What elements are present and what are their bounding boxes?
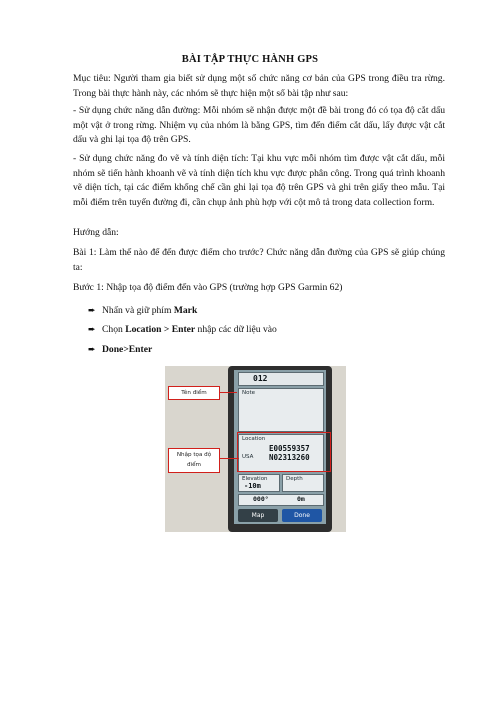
callout-leader-line — [219, 392, 237, 393]
step1-paragraph: Bước 1: Nhập tọa độ điểm đến vào GPS (trường hợp GPS Garmin 62) — [73, 282, 343, 293]
location-field: Location E00559357 USA N02313260 — [238, 434, 324, 472]
gps-figure — [165, 366, 346, 532]
lesson1-paragraph: Bài 1: Làm thế nào để đến được điểm cho trước? Chức năng dẫn đường của GPS sẽ giúp chúng ta: — [73, 247, 445, 273]
done-button[interactable]: Done — [282, 509, 322, 522]
callout-leader-line — [219, 458, 239, 459]
elevation-field: Elevation -10m — [238, 474, 280, 492]
objective-paragraph: Mục tiêu: Người tham gia biết sử dụng một số chức năng cơ bản của GPS trong điều tra rừng. Trong bài thực hành này, các nhóm sẽ thực hiện một số bài tập như sau: — [73, 73, 445, 99]
note-field: Note — [238, 388, 324, 432]
depth-field: Depth — [282, 474, 324, 492]
bullet-item: ➨ Nhấn và giữ phím Mark — [88, 305, 198, 316]
task2-paragraph: - Sử dụng chức năng đo vẽ và tính diện tích: Tại khu vực mỗi nhóm tìm được vật cắt dấu, mỗi nhóm sẽ tiến hành khoanh vẽ và tính diện tích khu vực được phân công. Trong quá trình khoanh vẽ diện tích, tại các điểm khống chế cần ghi lại tọa độ trên GPS và ghi trên giấy theo mẫu. Tại mỗi điểm trên tuyến đường đi, cần chụp ảnh phù hợp với cột mô tả trong data collection form. — [73, 153, 445, 208]
bullet-item: ➨ Chọn Location > Enter nhập các dữ liệu vào — [88, 324, 277, 335]
arrow-bullet-icon: ➨ — [88, 324, 96, 334]
arrow-bullet-icon: ➨ — [88, 344, 96, 354]
coordinate-highlight-box — [237, 432, 331, 472]
name-field: 012 — [238, 372, 324, 386]
heading-row: 000° 0m — [238, 494, 324, 506]
arrow-bullet-icon: ➨ — [88, 305, 96, 315]
page-title: BÀI TẬP THỰC HÀNH GPS — [181, 54, 319, 65]
task1-paragraph: - Sử dụng chức năng dẫn đường: Mỗi nhóm sẽ nhận được một đề bài trong đó có tọa độ cắt dấu một vật ở trong rừng. Nhiệm vụ của nhóm là bằng GPS, tìm đến điểm cắt dấu, lấy được vật cắt dấu và ghi lại tọa độ trên GPS. — [73, 105, 445, 146]
bullet-item: ➨ Done>Enter — [88, 344, 153, 355]
map-button[interactable]: Map — [238, 509, 278, 522]
callout-point-name: Tên điểm — [168, 386, 220, 400]
callout-enter-coordinate: Nhập tọa độ điểm — [168, 448, 220, 473]
guide-heading: Hướng dẫn: — [73, 227, 119, 238]
